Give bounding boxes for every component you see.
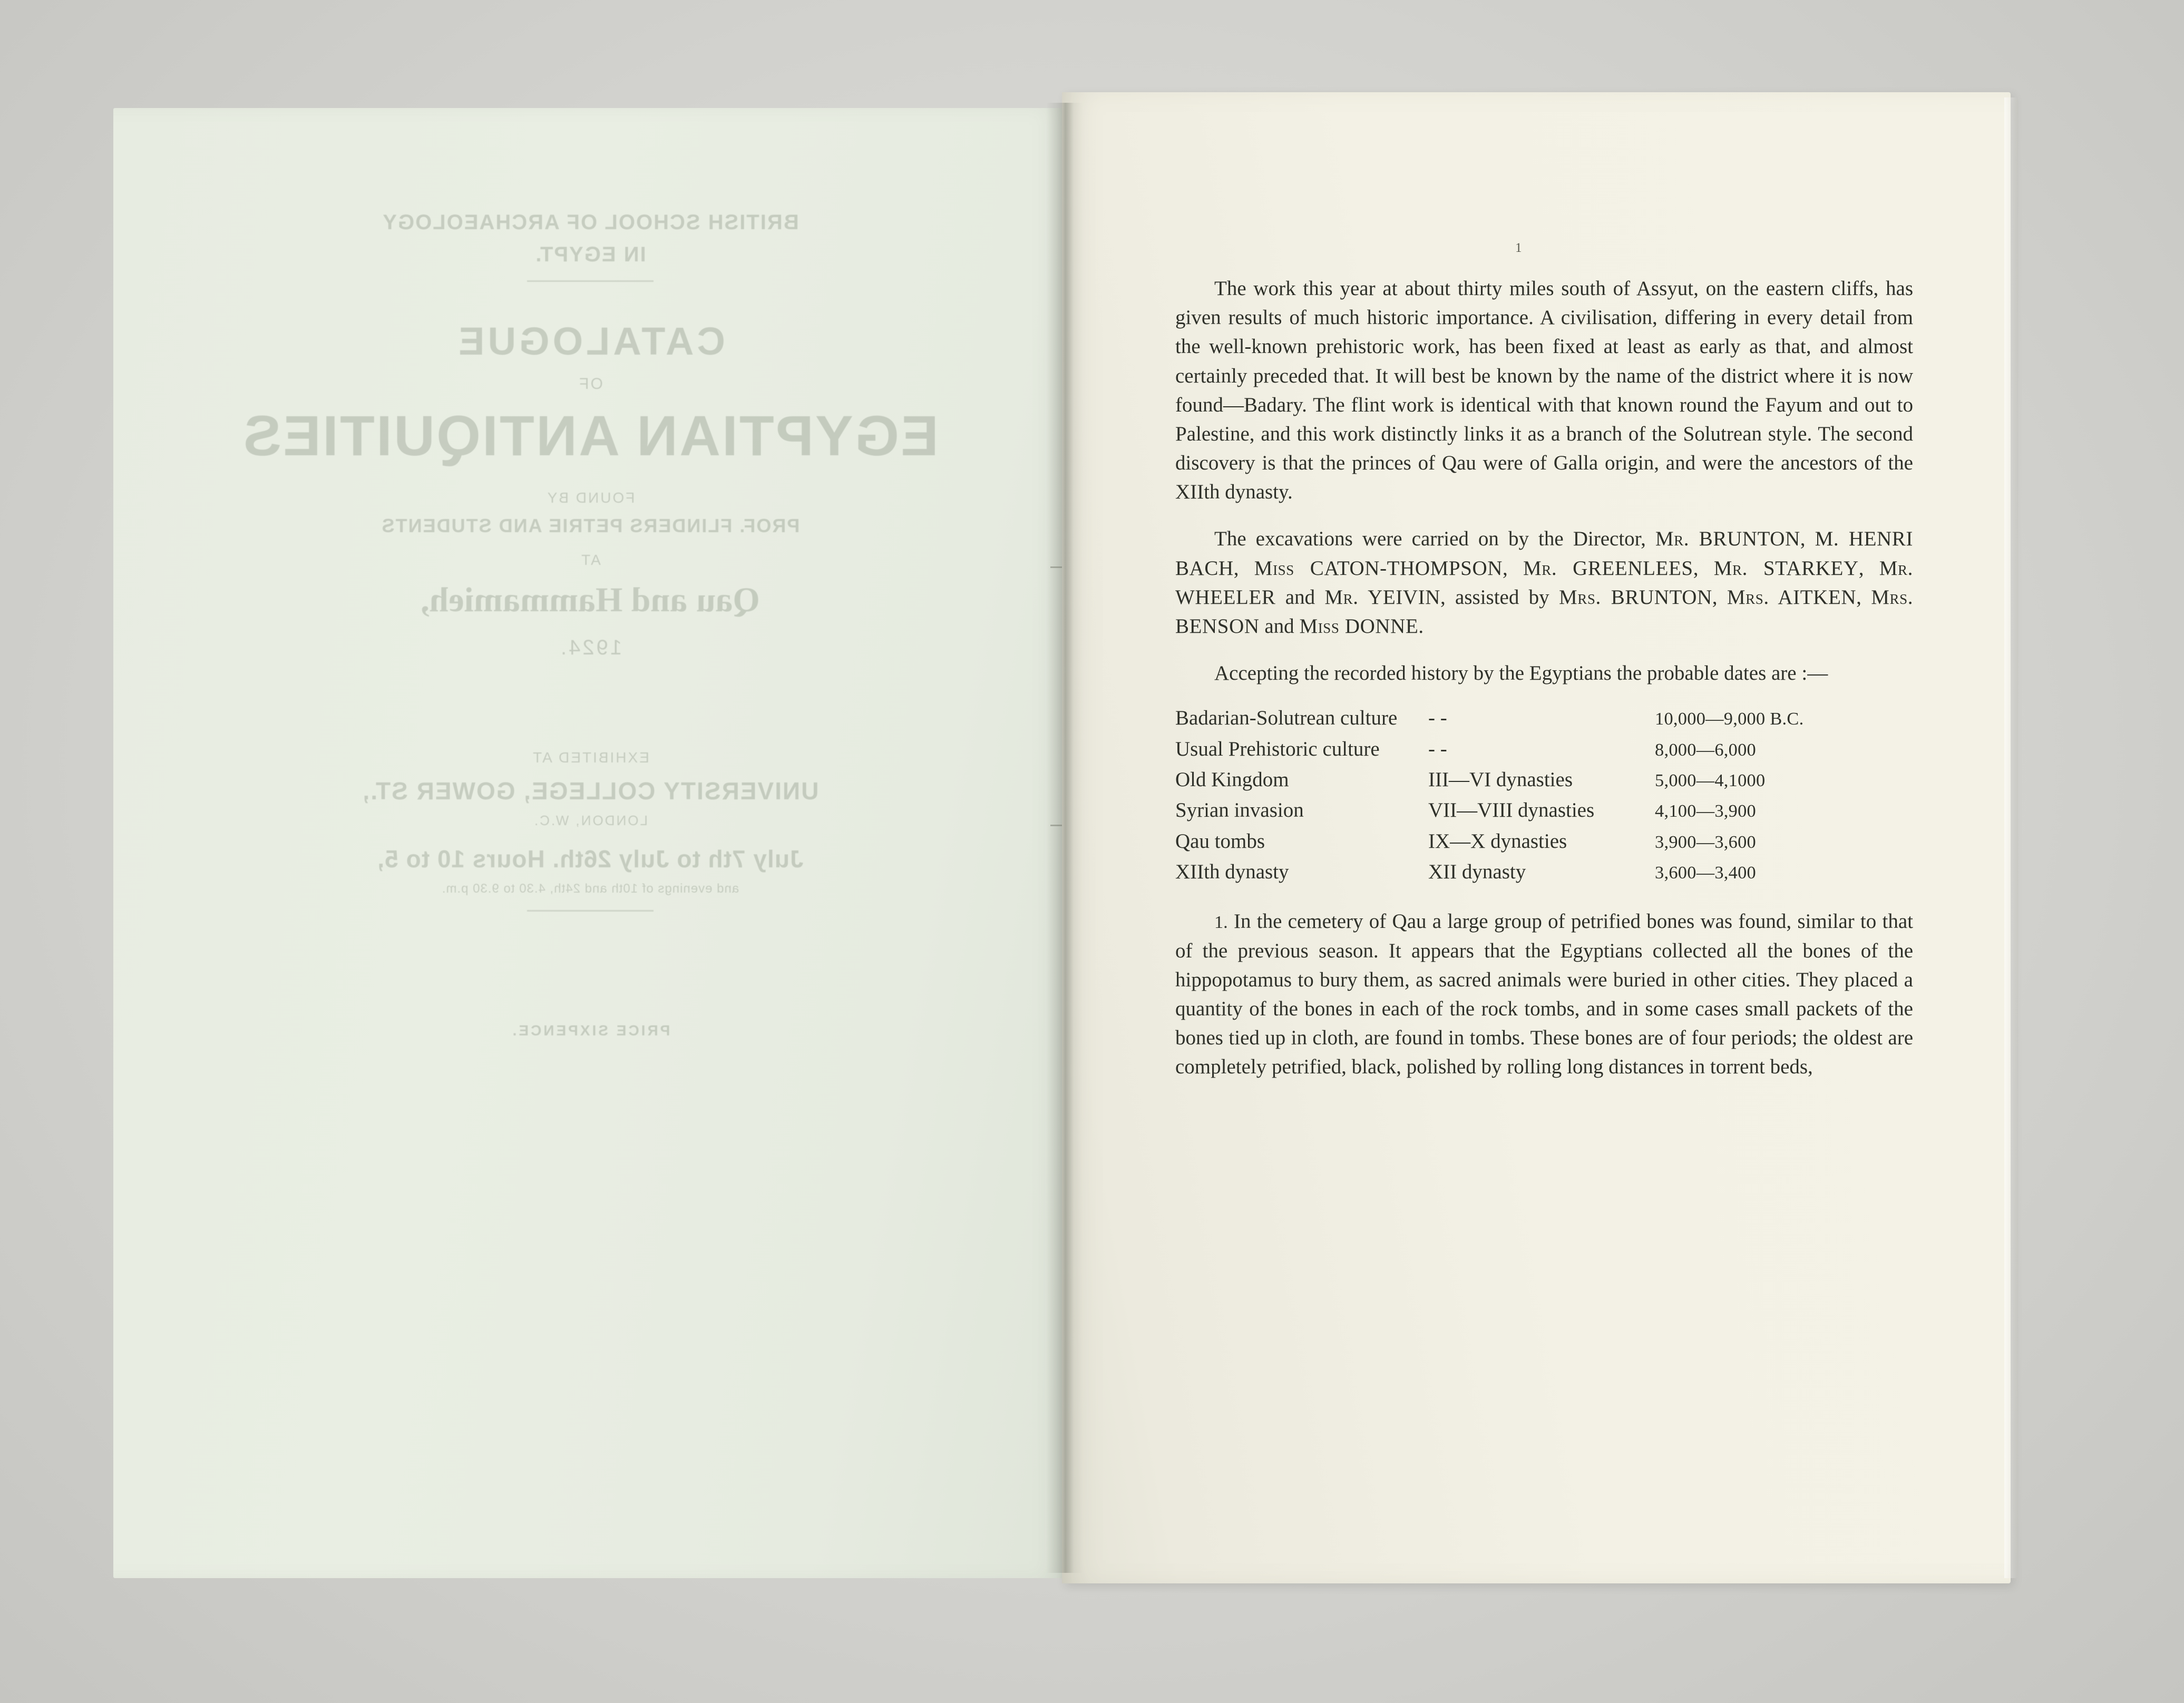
showthrough-line-2: IN EGYPT.: [534, 243, 646, 266]
cell-range: 5,000—4,1000: [1655, 770, 1766, 790]
showthrough-line-5: EGYPTIAN ANTIQUITIES: [241, 404, 939, 467]
cell-range: 3,600—3,400: [1655, 863, 1757, 883]
cell-dynasties: - -: [1428, 707, 1447, 730]
cell-culture: XIIth dynasty: [1175, 860, 1289, 884]
showthrough-rule-2: [527, 910, 654, 912]
gutter-tick: [1050, 566, 1062, 568]
gutter-tick: [1050, 825, 1062, 826]
cell-culture: Syrian invasion: [1175, 799, 1304, 822]
table-row: [1175, 703, 1913, 734]
table-row: [1175, 857, 1913, 888]
showthrough-line-11: EXHIBITED AT: [531, 749, 649, 766]
assistant-name: Mrs. BRUNTON: [1558, 585, 1712, 609]
recto-page: [1062, 92, 2011, 1583]
cell-dynasties: - -: [1428, 737, 1447, 760]
paragraph-opening: The work this year at about thirty miles south of Assyut, on the eastern cliffs, has given results of much historic importance. A civilisation, differing in every detail from the well-known prehistoric work, has been fixed at least as early as that, and almost certainly preceded that. It will best be known by the name of the district where it is now found—Badary. The flint work is identical with that known round the Fayum and out to Palestine, and this work distinctly links it as a branch of the Solutrean style. The second discovery is that the princes of Qau were of Galla origin, and were the ancestors of the XIIth dynasty.: [1175, 277, 1913, 504]
showthrough-line-6: FOUND BY: [545, 490, 635, 506]
showthrough-line-13: LONDON, W.C.: [533, 813, 648, 828]
cover-showthrough: [113, 108, 1067, 1578]
showthrough-line-14: July 7th to July 26th. Hours 10 to 5,: [377, 845, 804, 873]
excavator-name: Mr. BRUNTON: [1655, 527, 1800, 551]
showthrough-line-10: 1924.: [558, 636, 622, 659]
entry-number: 1.: [1214, 912, 1228, 933]
chronology-table: [1175, 703, 1913, 888]
cell-range: 3,900—3,600: [1655, 831, 1757, 852]
showthrough-line-12: UNIVERSITY COLLEGE, GOWER ST.,: [362, 777, 819, 805]
table-row: [1175, 796, 1913, 826]
showthrough-line-3: CATALOGUE: [455, 319, 725, 363]
excavator-name: Miss CATON-THOMPSON: [1254, 556, 1503, 580]
cell-range: 10,000—9,000 B.C.: [1655, 709, 1804, 729]
showthrough-line-1: BRITISH SCHOOL OF ARCHAEOLOGY: [382, 211, 799, 234]
catalogue-entry-1: [1175, 907, 1913, 1081]
table-row: [1175, 827, 1913, 857]
showthrough-line-7: PROF. FLINDERS PETRIE AND STUDENTS: [381, 515, 800, 536]
showthrough-line-16: PRICE SIXPENCE.: [510, 1022, 670, 1039]
cell-culture: Qau tombs: [1175, 829, 1265, 853]
showthrough-line-8: AT: [580, 552, 601, 568]
excavator-name: Mr. STARKEY: [1713, 556, 1859, 580]
table-row: [1175, 735, 1913, 765]
excavator-name: Mr. WHEELER: [1175, 556, 1914, 609]
showthrough-line-4: OF: [578, 375, 603, 393]
excavator-name: Mr. GREENLEES: [1523, 556, 1693, 580]
cell-dynasties: IX—X dynasties: [1428, 829, 1567, 853]
cell-culture: Badarian-Solutrean culture: [1175, 707, 1398, 730]
cell-dynasties: III—VI dynasties: [1428, 768, 1573, 791]
page-edge-highlight: [2004, 97, 2018, 1578]
cell-range: 8,000—6,000: [1655, 739, 1757, 760]
page-text-block: [1175, 274, 1913, 1100]
assistant-name: Mrs. BENSON: [1175, 585, 1914, 638]
assisted-lead: assisted by: [1455, 585, 1549, 609]
excavator-name: Mr. YEIVIN: [1324, 585, 1440, 609]
paragraph-excavators: The excavations were carried on by the Director, Mr. BRUNTON, M. HENRI BACH, Miss CATON-THOMPSON, Mr. GREENLEES, Mr. STARKEY, Mr. WHEELER and Mr. YEIVIN, assisted by Mrs. BRUNTON, Mrs. AITKEN, Mrs. BENSON and Miss DONNE.: [1175, 527, 1914, 638]
assistant-name: Mrs. AITKEN: [1727, 585, 1857, 609]
assistant-name: Miss DONNE: [1299, 614, 1419, 638]
showthrough-rule-1: [527, 280, 654, 282]
excavators-lead: The excavations were carried on by the Director,: [1214, 527, 1646, 551]
page-folio-number: 1: [1515, 241, 1522, 255]
showthrough-line-15: and evenings of 10th and 24th, 4.30 to 9.30 p.m.: [441, 882, 739, 896]
showthrough-line-9: Qau and Hammamieh,: [421, 581, 760, 619]
cell-range: 4,100—3,900: [1655, 801, 1757, 821]
cell-dynasties: XII dynasty: [1428, 860, 1526, 884]
verso-page: [113, 108, 1067, 1578]
table-row: [1175, 765, 1913, 796]
cell-culture: Old Kingdom: [1175, 768, 1289, 791]
entry-text: In the cemetery of Qau a large group of petrified bones was found, similar to that of the previous season. It appears that the Egyptians collected all the bones of the hippopotamus to bury them, as sacred animals were buried in other cities. They placed a quantity of the bones in each of the rock tombs, and in some cases small packets of the bones tied up in cloth, are found in tombs. These bones are of four periods; the oldest are completely petrified, black, polished by rolling long distances in torrent beds,: [1175, 910, 1913, 1079]
cell-dynasties: VII—VIII dynasties: [1428, 799, 1595, 822]
open-booklet: [113, 92, 2011, 1583]
cell-culture: Usual Prehistoric culture: [1175, 737, 1380, 760]
excavator-name: M. HENRI BACH: [1175, 527, 1913, 580]
paragraph-dates-intro: Accepting the recorded history by the Egyptians the probable dates are :—: [1214, 662, 1828, 685]
